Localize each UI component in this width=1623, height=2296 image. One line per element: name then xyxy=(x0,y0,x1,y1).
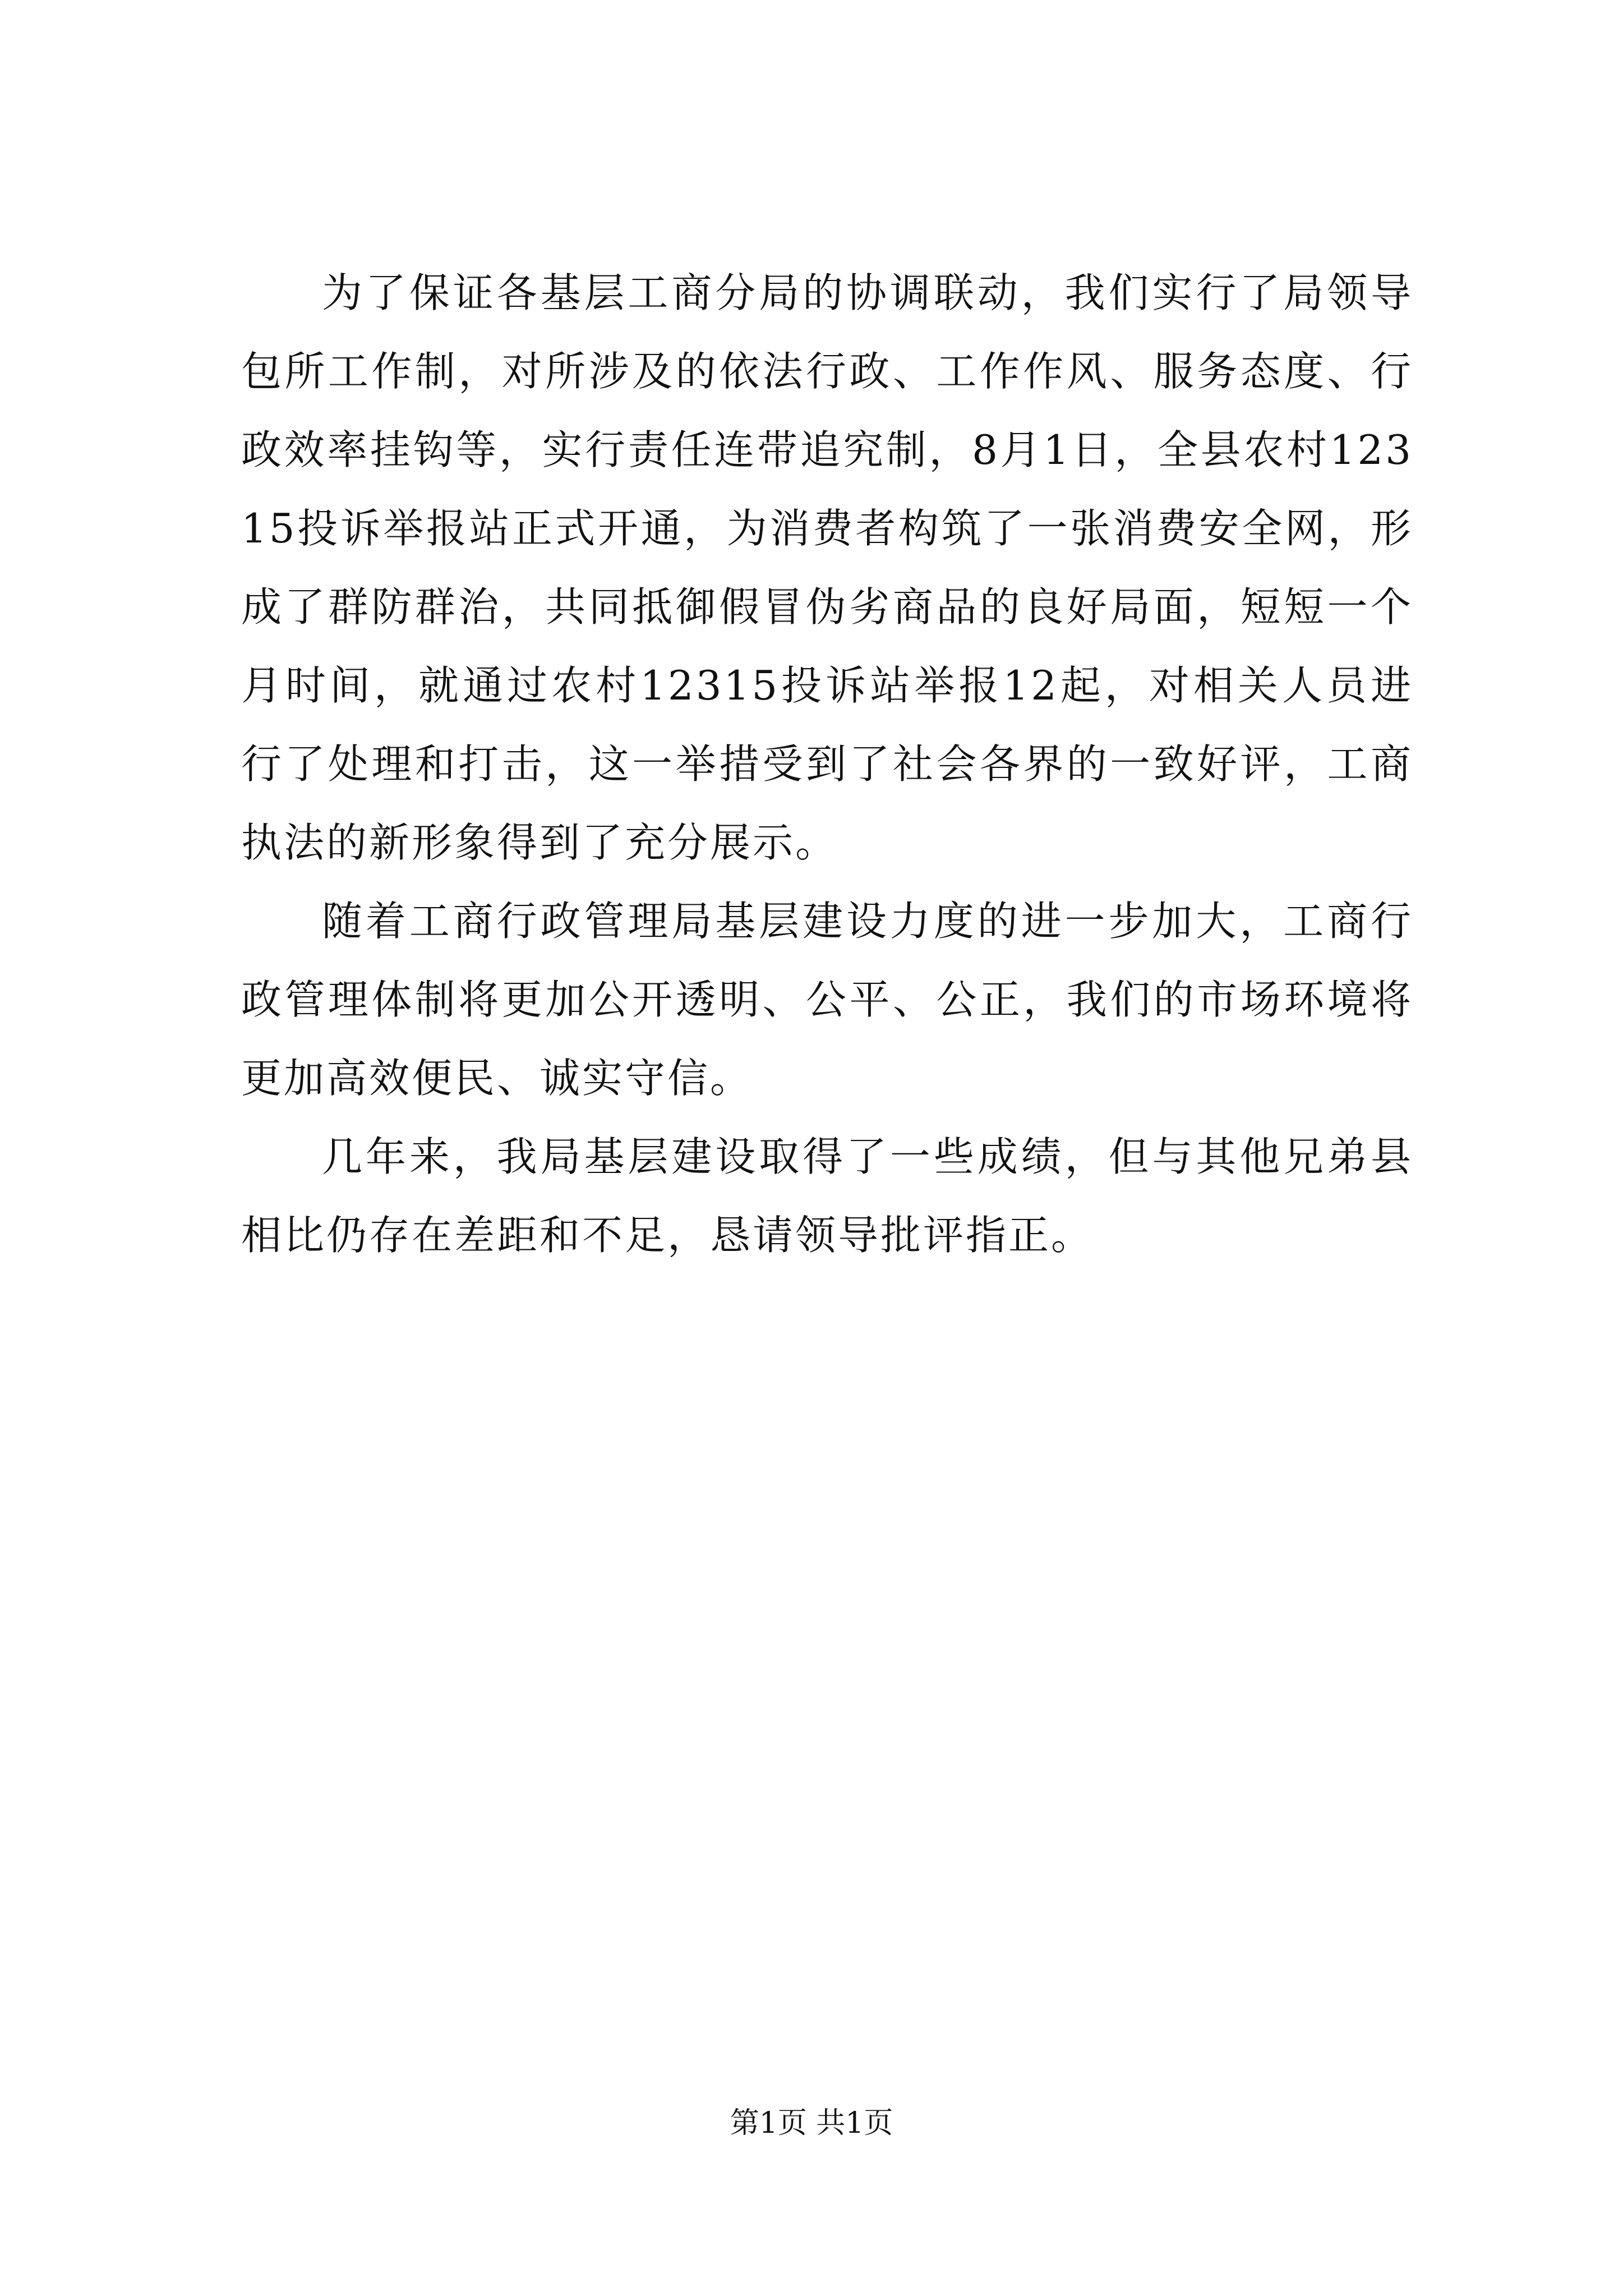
document-body xyxy=(241,254,1413,1274)
paragraph-3: 几年来，我局基层建设取得了一些成绩，但与其他兄弟县相比仍存在差距和不足，恳请领导批评指正。 xyxy=(241,1133,1413,1259)
paragraph-1: 为了保证各基层工商分局的协调联动，我们实行了局领导包所工作制，对所涉及的依法行政、工作作风、服务态度、行政效率挂钩等，实行责任连带追究制，8月1日，全县农村12315投诉举报站正式开通，为消费者构筑了一张消费安全网，形成了群防群治，共同抵御假冒伪劣商品的良好局面，短短一个月时间，就通过农村12315投诉站举报12起，对相关人员进行了处理和打击，这一举措受到了社会各界的一致好评，工商执法的新形象得到了充分展示。 xyxy=(241,269,1413,866)
page-footer: 第1页 共1页 xyxy=(730,2106,893,2140)
paragraph-2: 随着工商行政管理局基层建设力度的进一步加大，工商行政管理体制将更加公开透明、公平、公正，我们的市场环境将更加高效便民、诚实守信。 xyxy=(241,898,1413,1102)
